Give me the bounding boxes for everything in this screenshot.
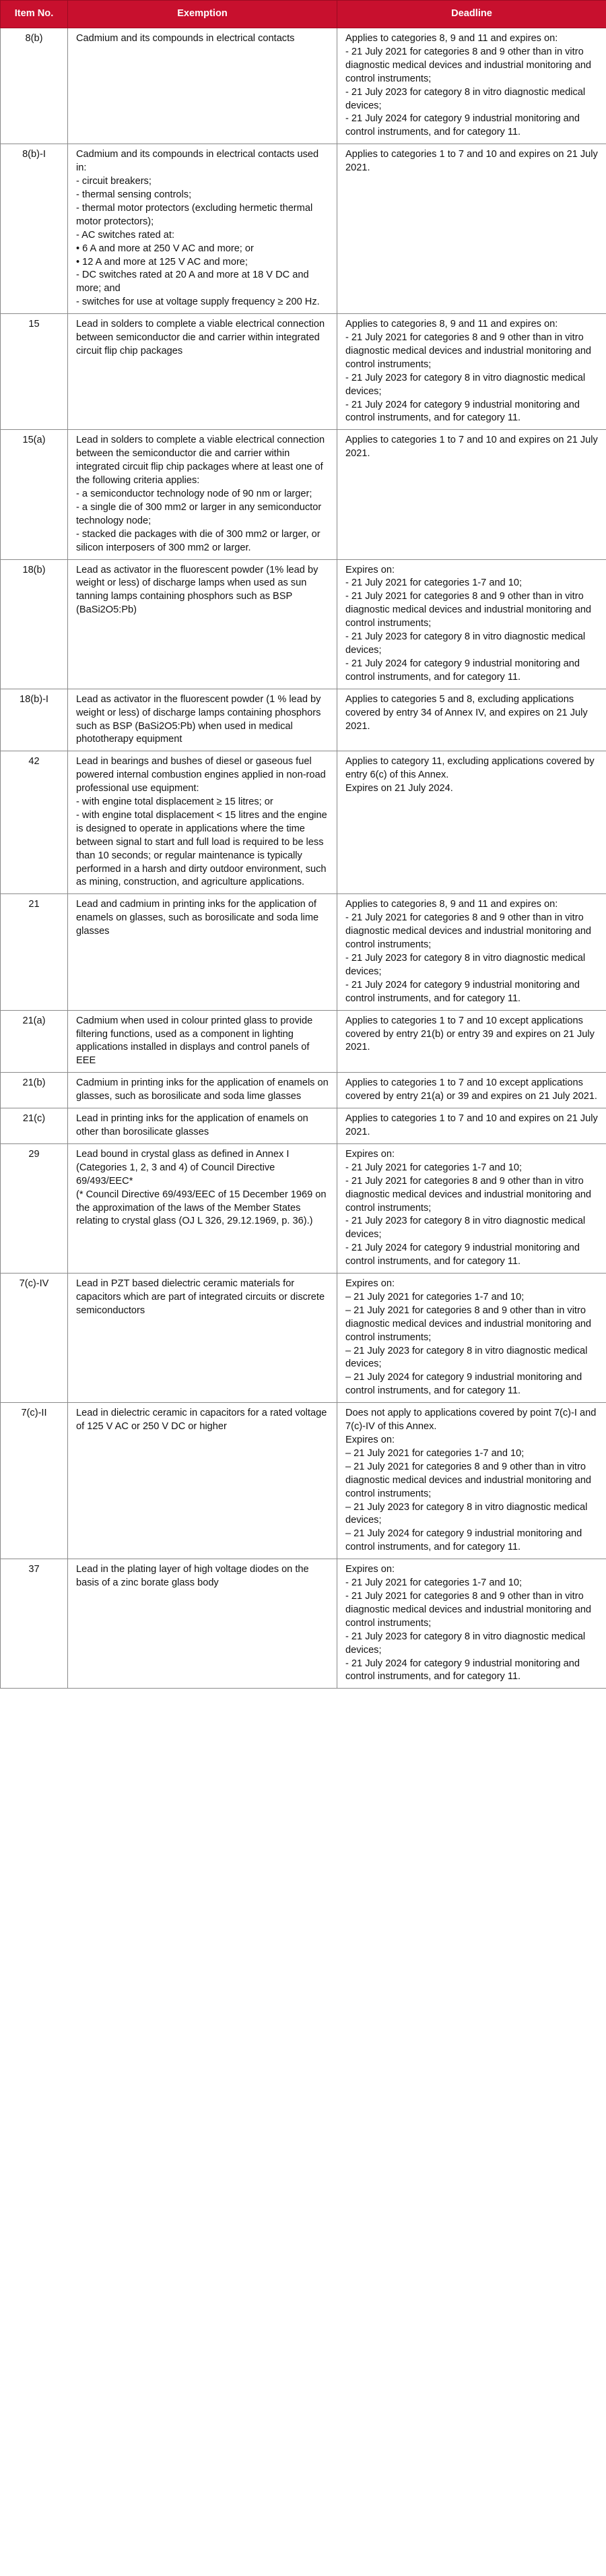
exemption-cell [68,1143,337,1273]
item-number-cell: 8(b) [1,28,68,144]
deadline-line: - 21 July 2021 for categories 8 and 9 other than in vitro diagnostic medical devices and industrial monitoring and control instruments; [345,591,592,629]
exemption-line: (* Council Directive 69/493/EEC of 15 December 1969 on the approximation of the laws of the Member States relating to crystal glass (OJ L 326, 29.12.1969, p. 36).) [76,1189,327,1227]
deadline-line: Does not apply to applications covered by point 7(c)-I and 7(c)-IV of this Annex. [345,1408,597,1433]
exemption-line: Cadmium when used in colour printed glass to provide filtering functions, used as a component in lighting applications installed in displays and control panels of EEE [76,1015,313,1067]
deadline-cell [337,28,606,144]
deadline-line: - 21 July 2024 for category 9 industrial monitoring and control instruments, and for category 11. [345,979,580,1004]
table-row [1,1143,606,1273]
deadline-line: - 21 July 2024 for category 9 industrial monitoring and control instruments, and for category 11. [345,658,580,683]
item-number-cell: 21(c) [1,1108,68,1144]
item-number-cell: 21(a) [1,1010,68,1073]
exemption-cell [68,1010,337,1073]
exemption-cell [68,1403,337,1559]
exemption-line: Lead bound in crystal glass as defined in Annex I (Categories 1, 2, 3 and 4) of Council Directive 69/493/EEC* [76,1148,290,1187]
column-header-item-no: Item No. [1,1,68,28]
exemption-line: - a single die of 300 mm2 or larger in any semiconductor technology node; [76,501,322,526]
deadline-line: - 21 July 2021 for categories 8 and 9 other than in vitro diagnostic medical devices and industrial monitoring and control instruments; [345,332,592,370]
exemption-line: - thermal motor protectors (excluding hermetic thermal motor protectors); [76,202,313,227]
deadline-line: - 21 July 2021 for categories 8 and 9 other than in vitro diagnostic medical devices and industrial monitoring and control instruments; [345,1590,592,1629]
deadline-line: Applies to categories 5 and 8, excluding applications covered by entry 34 of Annex IV, and expires on 21 July 2021. [345,693,588,732]
item-number-cell: 18(b) [1,559,68,689]
item-number-cell: 29 [1,1143,68,1273]
table-row [1,1073,606,1108]
item-number-cell: 21 [1,894,68,1010]
exemption-line: Lead as activator in the fluorescent powder (1 % lead by weight or less) of discharge lamps containing phosphors such as BSP (BaSi2O5:Pb) when used in medical phototherapy equipment [76,693,321,745]
deadline-cell [337,1403,606,1559]
exemption-cell [68,314,337,430]
deadline-line: - 21 July 2021 for categories 8 and 9 other than in vitro diagnostic medical devices and industrial monitoring and control instruments; [345,1175,592,1214]
deadline-cell [337,751,606,894]
deadline-line: Expires on: [345,564,395,575]
exemption-line: Lead in the plating layer of high voltage diodes on the basis of a zinc borate glass body [76,1564,309,1589]
deadline-line: - 21 July 2023 for category 8 in vitro diagnostic medical devices; [345,372,586,397]
deadline-cell [337,1559,606,1689]
exemption-line: - thermal sensing controls; [76,189,192,200]
exemption-line: Cadmium and its compounds in electrical contacts [76,33,295,44]
table-row [1,894,606,1010]
exemption-line: Lead in bearings and bushes of diesel or gaseous fuel powered internal combustion engines applied in non-road professional use equipment: [76,756,326,794]
deadline-line: - 21 July 2023 for category 8 in vitro diagnostic medical devices; [345,86,586,111]
table-row [1,314,606,430]
deadline-line: – 21 July 2021 for categories 1-7 and 10; [345,1447,525,1459]
exemption-line: Lead in solders to complete a viable electrical connection between the semiconductor die and carrier within integrated circuit flip chip packages where at least one of the following criteria applies: [76,435,325,486]
table-row [1,751,606,894]
deadline-line: - 21 July 2023 for category 8 in vitro diagnostic medical devices; [345,953,586,977]
column-header-deadline: Deadline [337,1,606,28]
exemption-line: - with engine total displacement < 15 litres and the engine is designed to operate in applications where the time between signal to start and full load is required to be less than 10 seconds; or regular maintenance is typically performed in a harsh and dirty outdoor environment, such as mining, construction, and agriculture applications. [76,809,327,888]
deadline-line: Applies to categories 1 to 7 and 10 and expires on 21 July 2021. [345,1113,598,1137]
column-header-exemption: Exemption [68,1,337,28]
item-number-cell: 18(b)-I [1,689,68,751]
deadline-line: - 21 July 2024 for category 9 industrial monitoring and control instruments, and for category 11. [345,1243,580,1267]
table-row [1,1274,606,1403]
exemption-cell [68,1108,337,1144]
deadline-line: - 21 July 2023 for category 8 in vitro diagnostic medical devices; [345,631,586,656]
deadline-line: - 21 July 2021 for categories 8 and 9 other than in vitro diagnostic medical devices and industrial monitoring and control instruments; [345,912,592,951]
item-number-cell: 37 [1,1559,68,1689]
deadline-cell [337,1274,606,1403]
exemption-line: • 6 A and more at 250 V AC and more; or [76,243,254,254]
exemption-cell [68,559,337,689]
exemption-cell [68,1559,337,1689]
deadline-line: Applies to categories 8, 9 and 11 and expires on: [345,899,558,910]
exemption-line: Lead in PZT based dielectric ceramic materials for capacitors which are part of integrated circuits or discrete semiconductors [76,1278,325,1316]
item-number-cell: 7(c)-II [1,1403,68,1559]
deadline-line: - 21 July 2021 for categories 1-7 and 10; [345,577,523,589]
deadline-cell [337,1073,606,1108]
exemption-cell [68,894,337,1010]
deadline-line: - 21 July 2021 for categories 8 and 9 other than in vitro diagnostic medical devices and industrial monitoring and control instruments; [345,46,592,84]
deadline-cell [337,689,606,751]
deadline-line: – 21 July 2021 for categories 8 and 9 other than in vitro diagnostic medical devices and industrial monitoring and control instruments; [345,1461,592,1499]
table-row [1,689,606,751]
deadline-line: - 21 July 2021 for categories 1-7 and 10; [345,1162,523,1173]
exemption-cell [68,689,337,751]
exemption-line: Cadmium in printing inks for the application of enamels on glasses, such as borosilicate and soda lime glasses [76,1077,329,1102]
deadline-cell [337,144,606,314]
table-row [1,1559,606,1689]
exemption-line: - circuit breakers; [76,176,152,187]
exemption-cell [68,144,337,314]
exemption-cell [68,28,337,144]
deadline-line: Applies to categories 1 to 7 and 10 and expires on 21 July 2021. [345,149,598,174]
deadline-line: – 21 July 2024 for category 9 industrial monitoring and control instruments, and for category 11. [345,1372,582,1397]
table-row [1,144,606,314]
table-row [1,430,606,559]
exemption-line: - stacked die packages with die of 300 mm2 or larger, or silicon interposers of 300 mm2 or larger. [76,528,321,553]
deadline-line: Applies to categories 1 to 7 and 10 and expires on 21 July 2021. [345,435,598,460]
exemption-cell [68,1073,337,1108]
deadline-line: - 21 July 2024 for category 9 industrial monitoring and control instruments, and for category 11. [345,1658,580,1683]
deadline-cell [337,430,606,559]
deadline-cell [337,1108,606,1144]
exemption-line: Lead in dielectric ceramic in capacitors for a rated voltage of 125 V AC or 250 V DC or higher [76,1408,327,1433]
deadline-line: Expires on: [345,1278,395,1290]
item-number-cell: 15(a) [1,430,68,559]
deadline-line: Applies to categories 8, 9 and 11 and expires on: [345,319,558,330]
exemption-line: - DC switches rated at 20 A and more at 18 V DC and more; and [76,270,309,294]
exemption-cell [68,430,337,559]
deadline-line: - 21 July 2021 for categories 1-7 and 10; [345,1577,523,1589]
deadline-line: Applies to category 11, excluding applications covered by entry 6(c) of this Annex. [345,756,595,781]
table-row [1,1108,606,1144]
deadline-line: Applies to categories 1 to 7 and 10 except applications covered by entry 21(b) or entry 39 and expires on 21 July 2021. [345,1015,595,1053]
deadline-line: Expires on: [345,1435,395,1445]
exemption-cell [68,751,337,894]
deadline-line: Expires on 21 July 2024. [345,783,453,794]
deadline-line: - 21 July 2023 for category 8 in vitro diagnostic medical devices; [345,1631,586,1656]
item-number-cell: 15 [1,314,68,430]
deadline-line: - 21 July 2024 for category 9 industrial monitoring and control instruments, and for category 11. [345,113,580,138]
exemption-line: - AC switches rated at: [76,229,174,241]
exemption-line: Lead as activator in the fluorescent powder (1% lead by weight or less) of discharge lamps when used as sun tanning lamps containing phosphors such as BSP (BaSi2O5:Pb) [76,564,318,616]
deadline-line: Applies to categories 8, 9 and 11 and expires on: [345,33,558,44]
exemption-line: • 12 A and more at 125 V AC and more; [76,256,248,268]
exemption-line: Lead and cadmium in printing inks for the application of enamels on glasses, such as borosilicate and soda lime glasses [76,899,319,937]
exemption-line: Cadmium and its compounds in electrical contacts used in: [76,149,319,174]
exemption-cell [68,1274,337,1403]
deadline-cell [337,314,606,430]
deadline-line: - 21 July 2023 for category 8 in vitro diagnostic medical devices; [345,1216,586,1240]
exemption-line: - a semiconductor technology node of 90 nm or larger; [76,489,312,499]
deadline-line: Applies to categories 1 to 7 and 10 except applications covered by entry 21(a) or 39 and expires on 21 July 2021. [345,1077,597,1102]
deadline-line: – 21 July 2021 for categories 8 and 9 other than in vitro diagnostic medical devices and industrial monitoring and control instruments; [345,1305,592,1343]
deadline-line: – 21 July 2023 for category 8 in vitro diagnostic medical devices; [345,1501,588,1526]
deadline-cell [337,1143,606,1273]
deadline-line: – 21 July 2024 for category 9 industrial monitoring and control instruments, and for category 11. [345,1528,582,1553]
deadline-line: Expires on: [345,1564,395,1575]
deadline-cell [337,894,606,1010]
deadline-cell [337,1010,606,1073]
deadline-line: – 21 July 2021 for categories 1-7 and 10; [345,1291,525,1302]
exemption-line: - with engine total displacement ≥ 15 litres; or [76,796,273,808]
deadline-line: – 21 July 2023 for category 8 in vitro diagnostic medical devices; [345,1345,588,1370]
exemption-line: Lead in solders to complete a viable electrical connection between semiconductor die and carrier within integrated circuit flip chip packages [76,319,325,356]
table-row [1,1010,606,1073]
deadline-cell [337,559,606,689]
table-row [1,1403,606,1559]
item-number-cell: 21(b) [1,1073,68,1108]
table-row [1,559,606,689]
exemption-line: Lead in printing inks for the application of enamels on other than borosilicate glasses [76,1113,308,1137]
item-number-cell: 8(b)-I [1,144,68,314]
deadline-line: Expires on: [345,1148,395,1160]
item-number-cell: 7(c)-IV [1,1274,68,1403]
item-number-cell: 42 [1,751,68,894]
deadline-line: - 21 July 2024 for category 9 industrial monitoring and control instruments, and for category 11. [345,399,580,424]
exemption-line: - switches for use at voltage supply frequency ≥ 200 Hz. [76,296,320,308]
table-header-row [1,1,606,28]
table-row [1,28,606,144]
